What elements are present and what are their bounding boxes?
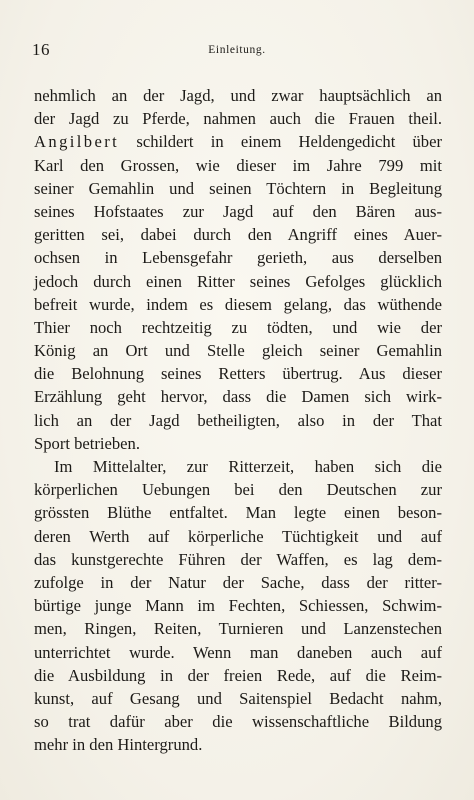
text-line: die Ausbildung in der freien Rede, auf die Reim- <box>34 665 442 685</box>
paragraph-end-line: Sport betrieben. <box>34 433 140 453</box>
body-text <box>34 84 442 756</box>
text-line: zufolge in der Natur der Sache, dass der ritter- <box>34 572 442 592</box>
text-line <box>34 130 442 153</box>
text-line: deren Werth auf körperliche Tüchtigkeit und auf <box>34 526 442 546</box>
paragraph-start-line: Im Mittelalter, zur Ritterzeit, haben sich die <box>54 457 442 476</box>
text-line: men, Ringen, Reiten, Turnieren und Lanzenstechen <box>34 619 442 639</box>
text-line: die Belohnung seines Retters übertrug. Aus dieser <box>34 364 442 384</box>
text-line: unterrichtet wurde. Wenn man daneben auch auf <box>34 642 442 662</box>
text-line: Karl den Grossen, wie dieser im Jahre 799 mit <box>34 155 442 175</box>
text-line: lich an der Jagd betheiligten, also in der That <box>34 410 442 430</box>
text-line: König an Ort und Stelle gleich seiner Gemahlin <box>34 341 442 361</box>
text-line: befreit wurde, indem es diesem gelang, das wüthende <box>34 294 442 314</box>
paragraph-end-line: mehr in den Hintergrund. <box>34 735 203 755</box>
text-line: kunst, auf Gesang und Saitenspiel Bedacht nahm, <box>34 688 442 708</box>
text-line: ochsen in Lebensgefahr gerieth, aus derselben <box>34 248 442 268</box>
text-line: das kunstgerechte Führen der Waffen, es lag dem- <box>34 549 442 569</box>
text-line: Erzählung geht hervor, dass die Damen sich wirk- <box>34 387 442 407</box>
author-name-spaced: Angilbert <box>34 132 120 152</box>
text-line: bürtige junge Mann im Fechten, Schiessen, Schwim- <box>34 596 442 616</box>
running-head: Einleitung. <box>208 44 266 56</box>
text-line: nehmlich an der Jagd, und zwar hauptsächlich an <box>34 86 442 105</box>
text-line: der Jagd zu Pferde, nahmen auch die Frauen theil. <box>34 109 442 129</box>
text-line: jedoch durch einen Ritter seines Gefolges glücklich <box>34 271 442 291</box>
text-line: so trat dafür aber die wissenschaftliche Bildung <box>34 712 442 732</box>
text-line: seines Hofstaates zur Jagd auf den Bären aus- <box>34 201 442 221</box>
page-header <box>32 40 442 66</box>
text-line: geritten sei, dabei durch den Angriff eines Auer- <box>34 225 442 245</box>
text-line: körperlichen Uebungen bei den Deutschen zur <box>34 480 442 500</box>
text-line: seiner Gemahlin und seinen Töchtern in Begleitung <box>34 178 442 198</box>
text-line: grössten Blüthe entfaltet. Man legte einen beson- <box>34 503 442 523</box>
page-number: 16 <box>32 40 50 59</box>
text-line: Thier noch rechtzeitig zu tödten, und wie der <box>34 317 442 337</box>
text-line-rest: schildert in einem Heldengedicht über <box>119 132 442 152</box>
